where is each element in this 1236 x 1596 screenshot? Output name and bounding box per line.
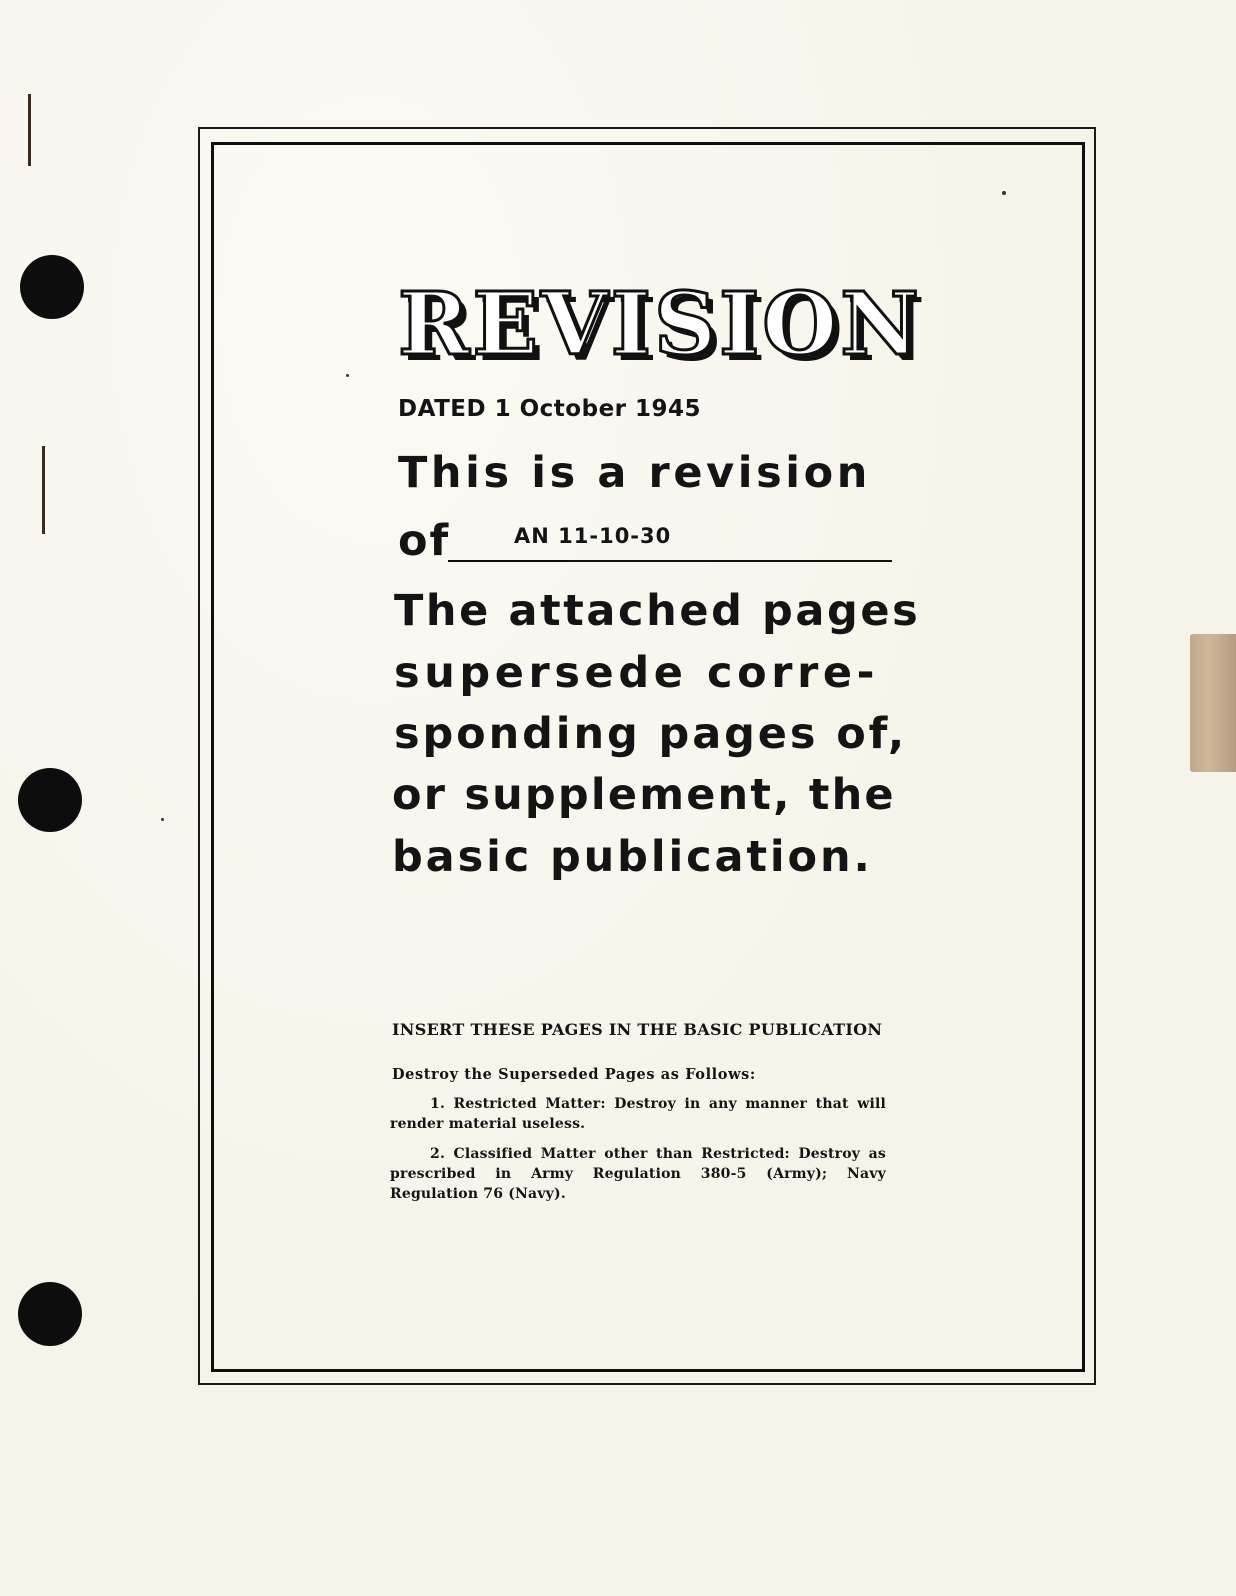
- statement-line: basic publication.: [392, 832, 873, 882]
- destroy-instructions-heading: Destroy the Superseded Pages as Follows:: [392, 1066, 756, 1083]
- revision-date: DATED 1 October 1945: [398, 396, 702, 422]
- publication-reference-row: [398, 516, 894, 566]
- insert-pages-heading: INSERT THESE PAGES IN THE BASIC PUBLICATION: [392, 1020, 883, 1039]
- binding-mark-top: [28, 94, 31, 166]
- publication-number: AN 11-10-30: [514, 524, 672, 548]
- punch-hole-middle: [18, 768, 82, 832]
- punch-hole-bottom: [18, 1282, 82, 1346]
- binding-mark-middle: [42, 446, 45, 534]
- statement-line: or supplement, the: [392, 770, 896, 820]
- speck: [161, 818, 164, 821]
- statement-line: The attached pages: [394, 586, 921, 636]
- destroy-instruction-classified: 2. Classified Matter other than Restricted: Destroy as prescribed in Army Regulation 380-5 (Army); Navy Regulation 76 (Navy).: [390, 1146, 886, 1202]
- publication-number-blank: [448, 520, 892, 562]
- punch-hole-top: [20, 255, 84, 319]
- of-label: of: [398, 516, 451, 566]
- revision-intro: This is a revision: [398, 448, 871, 498]
- revision-title: REVISION: [398, 274, 922, 375]
- statement-line: sponding pages of,: [394, 709, 908, 759]
- statement-line: supersede corre-: [394, 648, 880, 698]
- destroy-instruction-restricted: 1. Restricted Matter: Destroy in any manner that will render material useless.: [390, 1096, 886, 1132]
- tape-stain: [1190, 634, 1236, 772]
